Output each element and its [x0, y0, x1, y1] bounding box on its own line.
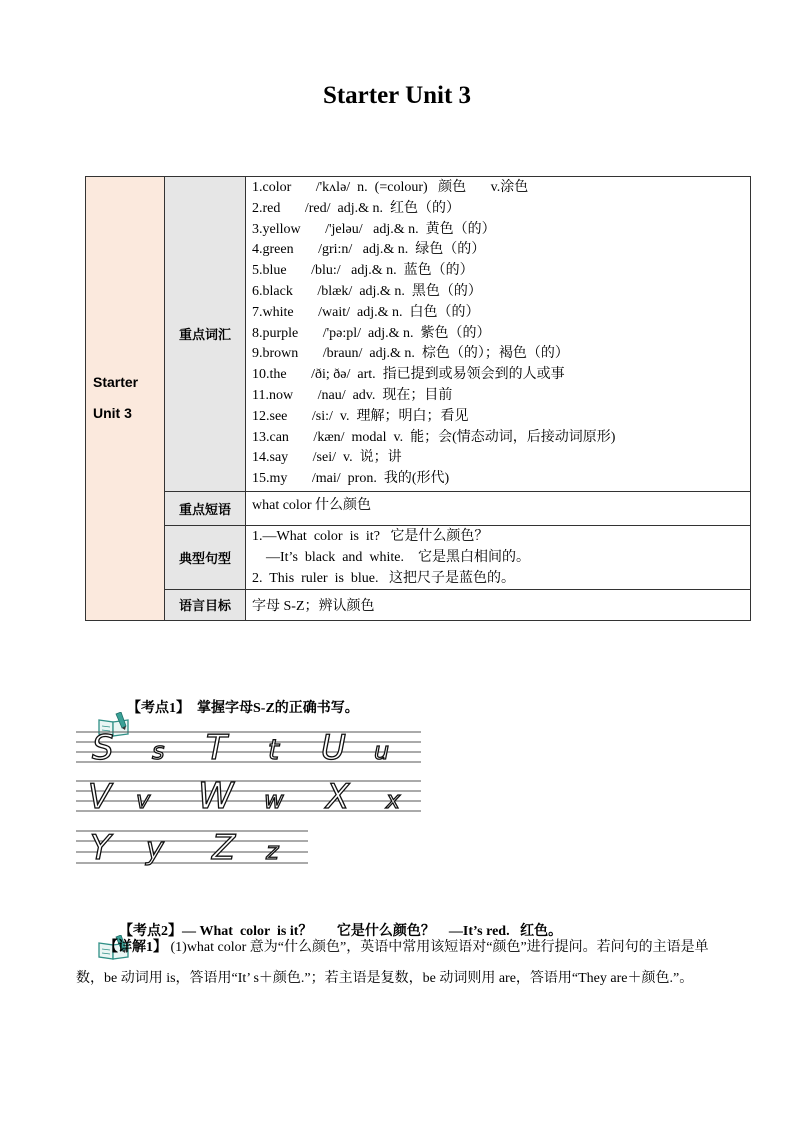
vocab-item: 10.the /ði; ðə/ art. 指已提到或易领会到的人或事 [252, 367, 565, 383]
goal-row [86, 589, 751, 620]
letter-Z: Z [212, 828, 236, 868]
vocab-item: 13.can /kæn/ modal v. 能；会(情态动词，后接动词原形) [252, 429, 616, 445]
vocab-item: 2.red /red/ adj.& n. 红色（的） [252, 200, 461, 216]
letter-v: v [136, 786, 151, 814]
sentence-line: 1.—What color is it? 它是什么颜色？ [252, 528, 489, 544]
detail-paragraph [76, 932, 718, 994]
letter-s: s [152, 737, 165, 765]
vocab-item: 14.say /sei/ v. 说；讲 [252, 450, 402, 466]
unit-cell [86, 177, 165, 621]
vocab-label: 重点词汇 [165, 177, 246, 492]
phrase-cell: what color 什么颜色 [246, 491, 751, 525]
letter-t: t [268, 733, 279, 766]
vocab-item: 5.blue /blu:/ adj.& n. 蓝色（的） [252, 263, 474, 279]
kaodian-1-heading [76, 680, 359, 722]
letter-z: z [266, 837, 279, 865]
vocab-list [246, 177, 751, 492]
letter-Y: Y [90, 828, 111, 868]
letter-u: u [374, 737, 390, 765]
vocab-item: 6.black /blæk/ adj.& n. 黑色（的） [252, 283, 482, 299]
sentence-line: —It’s black and white. 它是黑白相间的。 [252, 549, 531, 565]
vocab-item: 12.see /si:/ v. 理解；明白；看见 [252, 408, 469, 424]
phrase-row [86, 491, 751, 525]
vocab-item: 15.my /mai/ pron. 我的(形代) [252, 471, 450, 487]
vocab-item: 7.white /wait/ adj.& n. 白色（的） [252, 304, 480, 320]
book-pencil-icon [83, 696, 117, 722]
letter-w: w [264, 786, 284, 814]
sentence-row [86, 525, 751, 589]
vocab-item: 8.purple /'pə:pl/ adj.& n. 紫色（的） [252, 325, 491, 341]
vocab-row [86, 177, 751, 492]
letter-U: U [321, 728, 346, 768]
sentence-line: 2. This ruler is blue. 这把尺子是蓝色的。 [252, 570, 516, 586]
vocab-item: 4.green /gri:n/ adj.& n. 绿色（的） [252, 242, 486, 258]
letter-T: T [206, 728, 227, 768]
handwriting-practice [76, 728, 426, 878]
letter-y: y [146, 832, 164, 867]
letter-X: X [326, 777, 350, 817]
unit-label-line2: Unit 3 [93, 405, 132, 422]
unit-label-line1: Starter [93, 374, 139, 391]
vocab-item: 9.brown /braun/ adj.& n. 棕色（的）；褐色（的） [252, 346, 569, 362]
goal-cell: 字母 S-Z；辨认颜色 [246, 589, 751, 620]
letter-V: V [88, 777, 112, 817]
detail-label: 【详解1】 [104, 940, 167, 955]
kaodian-1-text: 【考点1】 掌握字母S-Z的正确书写。 [127, 701, 359, 717]
vocab-item: 11.now /nau/ adv. 现在；目前 [252, 387, 453, 403]
vocab-item: 3.yellow /'jeləu/ adj.& n. 黄色（的） [252, 221, 496, 237]
letter-x: x [386, 786, 401, 814]
kaodian-2-text: 【考点2】— What color is it？ 它是什么颜色？ —It’s red. 红色。 [119, 924, 563, 940]
page-title: Starter Unit 3 [322, 82, 472, 109]
detail-text: (1)what color 意为“什么颜色”，英语中常用该短语对“颜色”进行提问。若问句的主语是单数，be 动词用 is，答语用“It’ s＋颜色.”；若主语是复数，be 动词则用 are，答语用“They are＋颜色.”。 [76, 940, 709, 986]
letter-S: S [92, 728, 114, 768]
vocab-table [85, 176, 751, 621]
letter-W: W [198, 776, 234, 817]
goal-label: 语言目标 [165, 589, 246, 620]
phrase-label: 重点短语 [165, 491, 246, 525]
sentence-cell [246, 525, 751, 589]
sentence-label: 典型句型 [165, 525, 246, 589]
vocab-item: 1.color /'kʌlə/ n. (=colour) 颜色 v.涂色 [252, 180, 529, 195]
